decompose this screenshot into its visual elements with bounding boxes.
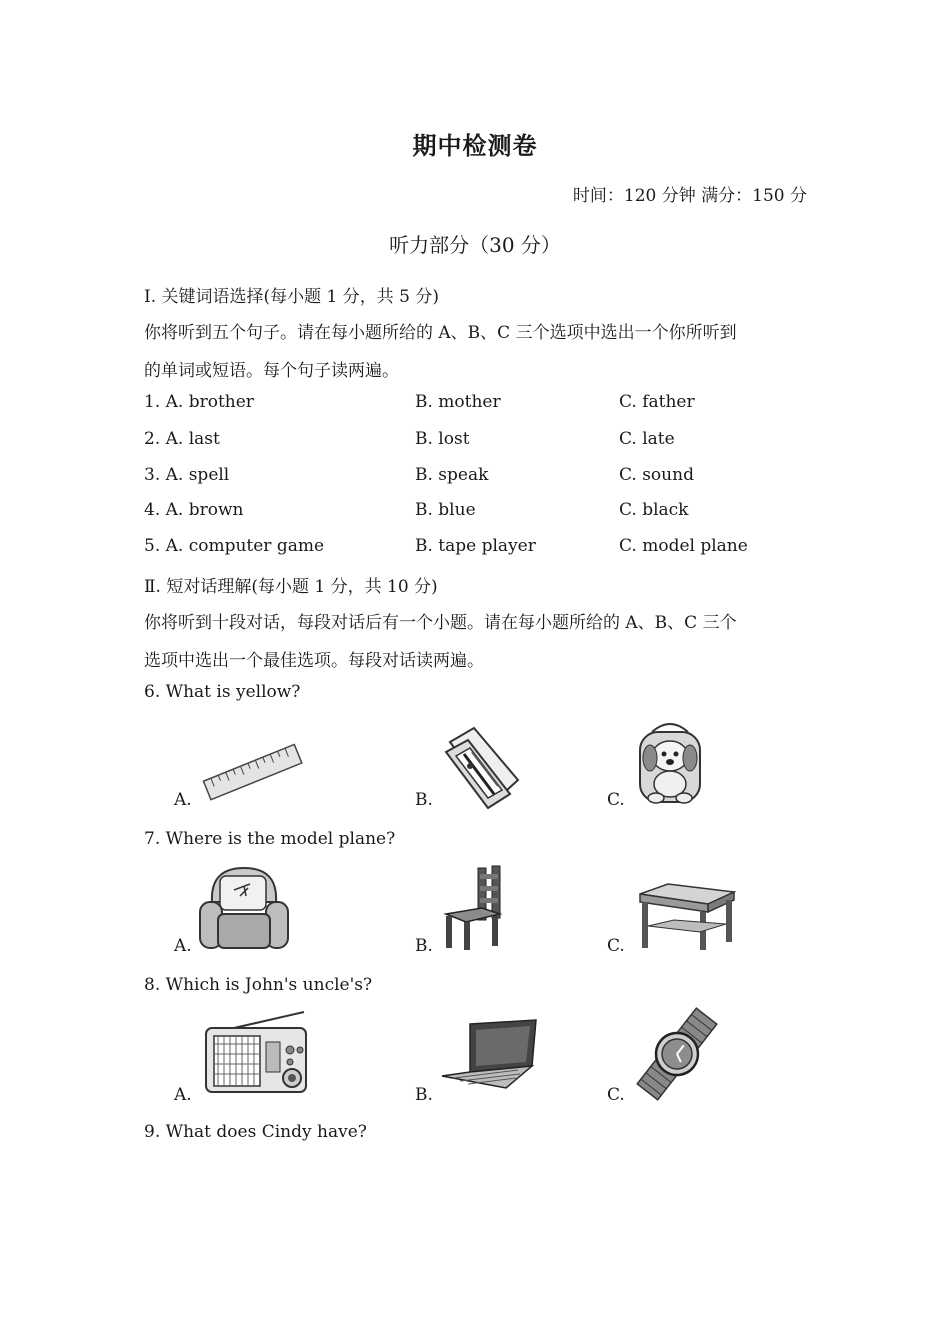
q8-label-c: C.: [607, 1085, 625, 1105]
q3-option-b: B. speak: [415, 465, 489, 485]
part2-heading: Ⅱ. 短对话理解(每小题 1 分，共 10 分): [144, 577, 438, 597]
q7-text: 7. Where is the model plane?: [144, 829, 396, 849]
q4-option-c: C. black: [619, 500, 689, 520]
q2-option-a: 2. A. last: [144, 429, 220, 449]
q9-text: 9. What does Cindy have?: [144, 1122, 367, 1142]
watch-icon: [634, 1006, 720, 1102]
q4-option-b: B. blue: [415, 500, 476, 520]
q2-option-b: B. lost: [415, 429, 470, 449]
part1-instruction-1: 你将听到五个句子。请在每小题所给的 A、B、C 三个选项中选出一个你所听到: [144, 323, 737, 343]
section-title: 听力部分（30 分）: [389, 233, 561, 257]
q3-option-c: C. sound: [619, 465, 694, 485]
armchair-icon: [198, 862, 290, 952]
q7-label-a: A.: [174, 936, 192, 956]
table-icon: [638, 882, 736, 950]
q8-label-b: B.: [415, 1085, 433, 1105]
q4-option-a: 4. A. brown: [144, 500, 244, 520]
q1-option-b: B. mother: [415, 392, 501, 412]
part2-instruction-1: 你将听到十段对话，每段对话后有一个小题。请在每小题所给的 A、B、C 三个: [144, 613, 737, 633]
laptop-icon: [440, 1018, 538, 1092]
q3-option-a: 3. A. spell: [144, 465, 230, 485]
q1-option-a: 1. A. brother: [144, 392, 254, 412]
chair-icon: [442, 864, 502, 950]
q5-option-b: B. tape player: [415, 536, 536, 556]
q7-label-c: C.: [607, 936, 625, 956]
q5-option-c: C. model plane: [619, 536, 748, 556]
page-title: 期中检测卷: [412, 131, 538, 160]
q8-label-a: A.: [174, 1085, 192, 1105]
part1-heading: Ⅰ. 关键词语选择(每小题 1 分，共 5 分): [144, 287, 440, 307]
part1-instruction-2: 的单词或短语。每个句子读两遍。: [144, 361, 399, 381]
ruler-icon: [200, 738, 306, 808]
q6-label-c: C.: [607, 790, 625, 810]
dog-backpack-icon: [630, 714, 710, 806]
q5-option-a: 5. A. computer game: [144, 536, 325, 556]
part2-instruction-2: 选项中选出一个最佳选项。每段对话读两遍。: [144, 651, 484, 671]
exam-meta: 时间：120 分钟 满分：150 分: [572, 186, 807, 206]
q6-text: 6. What is yellow?: [144, 682, 301, 702]
q8-text: 8. Which is John's uncle's?: [144, 975, 373, 995]
pencil-case-icon: [440, 722, 524, 812]
q7-label-b: B.: [415, 936, 433, 956]
radio-icon: [204, 1010, 314, 1094]
q6-label-b: B.: [415, 790, 433, 810]
q2-option-c: C. late: [619, 429, 675, 449]
q1-option-c: C. father: [619, 392, 695, 412]
q6-label-a: A.: [174, 790, 192, 810]
